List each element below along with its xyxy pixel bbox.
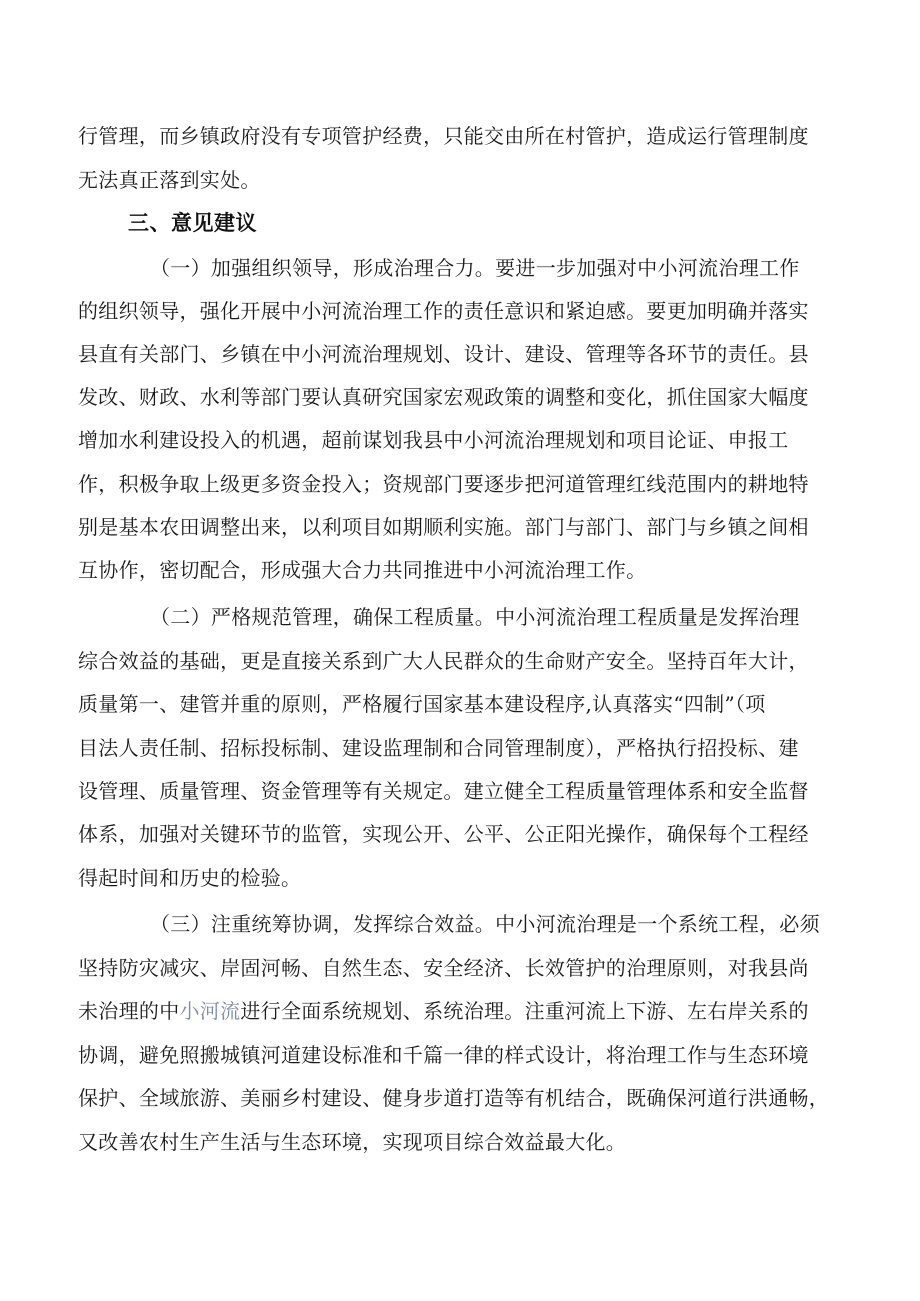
- paragraph-line: 质量第一、建管并重的原则，严格履行国家基本建设程序,认真落实“四制”（项: [78, 692, 766, 716]
- paragraph-line: 又改善农村生产生活与生态环境，实现项目综合效益最大化。: [78, 1130, 627, 1154]
- paragraph-line: （二）严格规范管理，确保工程质量。中小河流治理工程质量是发挥治理: [150, 605, 800, 629]
- paragraph-line: （三）注重统筹协调，发挥综合效益。中小河流治理是一个系统工程，必须: [150, 912, 820, 936]
- paragraph-line: 目法人责任制、招标投标制、建设监理制和合同管理制度），严格执行招投标、建: [78, 736, 799, 760]
- paragraph-line: 设管理、质量管理、资金管理等有关规定。建立健全工程质量管理体系和安全监督: [78, 779, 809, 803]
- section-heading: 三、意见建议: [128, 211, 257, 235]
- paragraph-line: 的组织领导，强化开展中小河流治理工作的责任意识和紧迫感。要更加明确并落实: [78, 299, 809, 323]
- paragraph-line: 互协作，密切配合，形成强大合力共同推进中小河流治理工作。: [78, 558, 647, 582]
- line-text: 进行全面系统规划、系统治理。注重河流上下游、左右岸关系的: [240, 999, 809, 1023]
- paragraph-line: 县直有关部门、乡镇在中小河流治理规划、设计、建设、管理等各环节的责任。县: [78, 342, 809, 366]
- paragraph-line: 坚持防灾减灾、岸固河畅、自然生态、安全经济、长效管护的治理原则，对我县尚: [78, 956, 809, 980]
- highlighted-text: 小河流: [179, 999, 241, 1023]
- paragraph-line: 综合效益的基础，更是直接关系到广大人民群众的生命财产安全。坚持百年大计，: [78, 649, 809, 673]
- paragraph-line: [78, 997, 809, 1025]
- paragraph-line: 行管理，而乡镇政府没有专项管护经费，只能交由所在村管护，造成运行管理制度: [78, 124, 809, 148]
- paragraph-line: 作，积极争取上级更多资金投入；资规部门要逐步把河道管理红线范围内的耕地特: [78, 472, 809, 496]
- paragraph-line: 保护、全域旅游、美丽乡村建设、健身步道打造等有机结合，既确保河道行洪通畅，: [78, 1086, 830, 1110]
- paragraph-line: 发改、财政、水利等部门要认真研究国家宏观政策的调整和变化，抓住国家大幅度: [78, 385, 809, 409]
- paragraph-line: 协调，避免照搬城镇河道建设标准和千篇一律的样式设计，将治理工作与生态环境: [78, 1043, 809, 1067]
- line-text: 未治理的中: [78, 999, 180, 1023]
- paragraph-line: 增加水利建设投入的机遇，超前谋划我县中小河流治理规划和项目论证、申报工: [78, 428, 789, 452]
- paragraph-line: 体系，加强对关键环节的监管，实现公开、公平、公正阳光操作，确保每个工程经: [78, 822, 809, 846]
- paragraph-line: （一）加强组织领导，形成治理合力。要进一步加强对中小河流治理工作: [150, 256, 800, 280]
- paragraph-line: 无法真正落到实处。: [78, 168, 261, 192]
- paragraph-line: 得起时间和历史的检验。: [78, 866, 302, 890]
- paragraph-line: 别是基本农田调整出来，以利项目如期顺利实施。部门与部门、部门与乡镇之间相: [78, 515, 809, 539]
